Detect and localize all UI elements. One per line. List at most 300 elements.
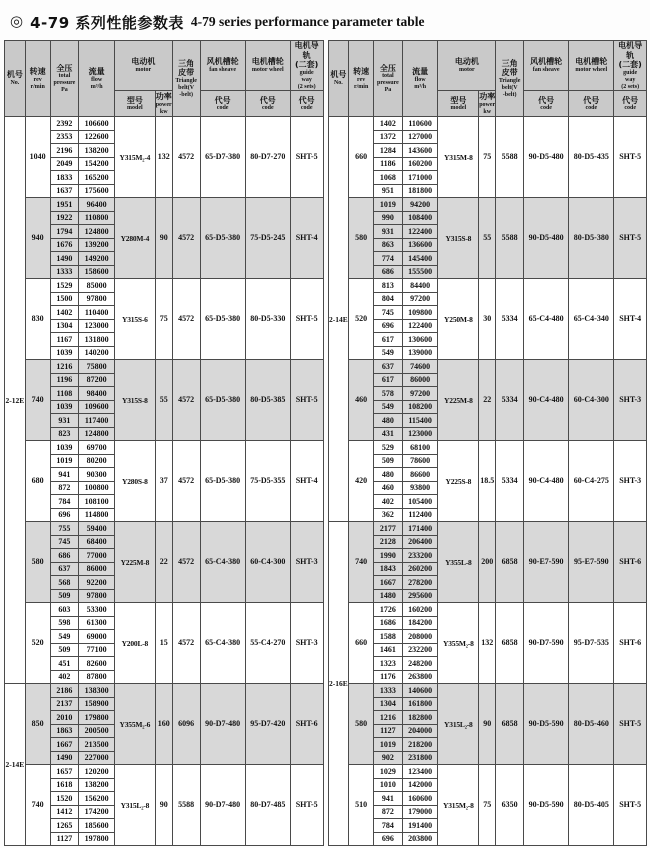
header-label-en: rev bbox=[33, 76, 42, 83]
flow-cell: 203800 bbox=[402, 832, 438, 846]
flow-cell: 130600 bbox=[402, 333, 438, 347]
model-cell: Y315M₂-8 bbox=[438, 765, 479, 846]
flow-cell: 122400 bbox=[402, 319, 438, 333]
pressure-cell: 1637 bbox=[50, 184, 79, 198]
fan-sheave-code-cell: 65-D5-380 bbox=[200, 198, 245, 279]
pressure-cell: 686 bbox=[374, 265, 403, 279]
rev-cell: 740 bbox=[349, 522, 374, 603]
flow-cell: 86000 bbox=[79, 562, 115, 576]
flow-cell: 94200 bbox=[402, 198, 438, 212]
flow-cell: 158900 bbox=[79, 697, 115, 711]
power-cell: 18.5 bbox=[479, 441, 496, 522]
model-cell: Y355M₂-8 bbox=[438, 603, 479, 684]
flow-cell: 200500 bbox=[79, 724, 115, 738]
flow-cell: 110400 bbox=[79, 306, 115, 320]
flow-cell: 156200 bbox=[79, 792, 115, 806]
header-label-en: code bbox=[540, 105, 552, 112]
model-cell: Y200L-8 bbox=[115, 603, 156, 684]
flow-cell: 149200 bbox=[79, 252, 115, 266]
pressure-cell: 1618 bbox=[50, 778, 79, 792]
header-label-zh: 机号 bbox=[330, 70, 347, 80]
flow-cell: 90300 bbox=[79, 468, 115, 482]
header-label-en: flow bbox=[91, 76, 103, 83]
guide-way-code-cell: SHT-3 bbox=[614, 360, 647, 441]
flow-cell: 109600 bbox=[79, 400, 115, 414]
belt-length-cell: 4572 bbox=[172, 117, 200, 198]
header-label-en: belt(V bbox=[501, 84, 518, 91]
header-label-en: flow bbox=[414, 76, 426, 83]
pressure-cell: 529 bbox=[374, 441, 403, 455]
col-motor bbox=[115, 41, 173, 91]
pressure-cell: 696 bbox=[50, 508, 79, 522]
flow-cell: 124800 bbox=[79, 225, 115, 239]
pressure-cell: 696 bbox=[374, 319, 403, 333]
col-power bbox=[155, 91, 172, 117]
col-code-fan bbox=[200, 91, 245, 117]
pressure-cell: 1216 bbox=[374, 711, 403, 725]
header-label-zh: 风机槽轮 bbox=[206, 57, 239, 67]
power-cell: 30 bbox=[479, 279, 496, 360]
pressure-cell: 1304 bbox=[50, 319, 79, 333]
header-label-en: No. bbox=[10, 80, 20, 87]
pressure-cell: 1304 bbox=[374, 697, 403, 711]
flow-cell: 182800 bbox=[402, 711, 438, 725]
col-pressure bbox=[374, 41, 403, 117]
pressure-cell: 1667 bbox=[50, 738, 79, 752]
pressure-cell: 745 bbox=[50, 535, 79, 549]
flow-cell: 68400 bbox=[79, 535, 115, 549]
col-motor bbox=[438, 41, 496, 91]
header-label-zh: (二套) bbox=[618, 60, 642, 70]
pressure-cell: 2177 bbox=[374, 522, 403, 536]
pressure-cell: 1412 bbox=[50, 805, 79, 819]
table-row bbox=[328, 198, 647, 212]
header-label-zh: 电机槽轮 bbox=[251, 57, 284, 67]
guide-way-code-cell: SHT-6 bbox=[614, 603, 647, 684]
flow-cell: 115400 bbox=[402, 414, 438, 428]
rev-cell: 660 bbox=[349, 603, 374, 684]
header-label-en: total bbox=[382, 73, 394, 80]
parameter-table-left bbox=[4, 40, 324, 846]
parameter-table-right bbox=[328, 40, 648, 846]
pressure-cell: 1490 bbox=[50, 252, 79, 266]
pressure-cell: 1019 bbox=[50, 454, 79, 468]
table-row bbox=[5, 360, 324, 374]
pressure-cell: 549 bbox=[50, 630, 79, 644]
table-row bbox=[328, 522, 647, 536]
belt-length-cell: 6350 bbox=[496, 765, 524, 846]
pressure-cell: 1676 bbox=[50, 238, 79, 252]
power-cell: 55 bbox=[155, 360, 172, 441]
pressure-cell: 431 bbox=[374, 427, 403, 441]
flow-cell: 231800 bbox=[402, 751, 438, 765]
header-label-en: Pa bbox=[384, 86, 392, 93]
pressure-cell: 1333 bbox=[374, 684, 403, 698]
belt-length-cell: 5588 bbox=[172, 765, 200, 846]
power-cell: 200 bbox=[479, 522, 496, 603]
col-motor-wheel bbox=[245, 41, 290, 91]
fan-sheave-code-cell: 90-D5-480 bbox=[524, 198, 569, 279]
flow-cell: 108400 bbox=[402, 211, 438, 225]
table-row bbox=[5, 765, 324, 779]
guide-way-code-cell: SHT-5 bbox=[614, 198, 647, 279]
header-label-zh: 型号 bbox=[126, 95, 143, 105]
flow-cell: 86000 bbox=[402, 373, 438, 387]
power-cell: 132 bbox=[479, 603, 496, 684]
table-row bbox=[5, 684, 324, 698]
pressure-cell: 460 bbox=[374, 481, 403, 495]
col-code-guide bbox=[614, 91, 647, 117]
table-row bbox=[5, 441, 324, 455]
header-label-zh: 皮带 bbox=[501, 68, 518, 78]
pressure-cell: 549 bbox=[374, 400, 403, 414]
pressure-cell: 402 bbox=[50, 670, 79, 684]
machine-no-cell: 2-14E bbox=[5, 684, 26, 846]
rev-cell: 740 bbox=[25, 765, 50, 846]
col-fan-sheave bbox=[524, 41, 569, 91]
motor-wheel-code-cell: 80-D5-435 bbox=[569, 117, 614, 198]
fan-sheave-code-cell: 90-D5-590 bbox=[524, 765, 569, 846]
pressure-cell: 1461 bbox=[374, 643, 403, 657]
fan-sheave-code-cell: 65-D5-380 bbox=[200, 360, 245, 441]
fan-sheave-code-cell: 90-C4-480 bbox=[524, 441, 569, 522]
model-cell: Y355M₂-6 bbox=[115, 684, 156, 765]
flow-cell: 84400 bbox=[402, 279, 438, 293]
table-row bbox=[328, 360, 647, 374]
rev-cell: 580 bbox=[349, 198, 374, 279]
power-cell: 15 bbox=[155, 603, 172, 684]
pressure-cell: 1657 bbox=[50, 765, 79, 779]
col-model bbox=[115, 91, 156, 117]
model-cell: Y315M₂-4 bbox=[115, 117, 156, 198]
pressure-cell: 784 bbox=[50, 495, 79, 509]
flow-cell: 77100 bbox=[79, 643, 115, 657]
pressure-cell: 1843 bbox=[374, 562, 403, 576]
pressure-cell: 813 bbox=[374, 279, 403, 293]
col-code-wheel bbox=[569, 91, 614, 117]
power-cell: 37 bbox=[155, 441, 172, 522]
power-cell: 22 bbox=[479, 360, 496, 441]
flow-cell: 295600 bbox=[402, 589, 438, 603]
belt-length-cell: 4572 bbox=[172, 522, 200, 603]
pressure-cell: 480 bbox=[374, 468, 403, 482]
flow-cell: 260200 bbox=[402, 562, 438, 576]
pressure-cell: 1019 bbox=[374, 738, 403, 752]
table-body bbox=[5, 117, 324, 846]
pressure-cell: 1127 bbox=[374, 724, 403, 738]
flow-cell: 158600 bbox=[79, 265, 115, 279]
flow-cell: 112400 bbox=[402, 508, 438, 522]
fan-sheave-code-cell: 65-D5-380 bbox=[200, 279, 245, 360]
flow-cell: 208000 bbox=[402, 630, 438, 644]
flow-cell: 232200 bbox=[402, 643, 438, 657]
rev-cell: 680 bbox=[25, 441, 50, 522]
fan-sheave-code-cell: 65-D7-380 bbox=[200, 117, 245, 198]
guide-way-code-cell: SHT-4 bbox=[290, 441, 323, 522]
fan-sheave-code-cell: 90-D7-590 bbox=[524, 603, 569, 684]
motor-wheel-code-cell: 80-D5-380 bbox=[569, 198, 614, 279]
table-header bbox=[5, 41, 324, 117]
pressure-cell: 745 bbox=[374, 306, 403, 320]
col-fan-sheave bbox=[200, 41, 245, 91]
flow-cell: 143600 bbox=[402, 144, 438, 158]
col-model bbox=[438, 91, 479, 117]
header-label-zh: 功率 bbox=[155, 92, 172, 102]
pressure-cell: 617 bbox=[374, 373, 403, 387]
power-cell: 132 bbox=[155, 117, 172, 198]
pressure-cell: 509 bbox=[50, 643, 79, 657]
header-row bbox=[5, 41, 324, 91]
pressure-cell: 637 bbox=[374, 360, 403, 374]
col-rev bbox=[25, 41, 50, 117]
power-cell: 55 bbox=[479, 198, 496, 279]
pressure-cell: 1196 bbox=[50, 373, 79, 387]
flow-cell: 122400 bbox=[402, 225, 438, 239]
flow-cell: 97200 bbox=[402, 292, 438, 306]
flow-cell: 77000 bbox=[79, 549, 115, 563]
flow-cell: 100800 bbox=[79, 481, 115, 495]
fan-sheave-code-cell: 65-C4-480 bbox=[524, 279, 569, 360]
guide-way-code-cell: SHT-5 bbox=[290, 765, 323, 846]
flow-cell: 161800 bbox=[402, 697, 438, 711]
header-label-en: total bbox=[58, 73, 71, 80]
table-header bbox=[328, 41, 647, 117]
table-row bbox=[5, 279, 324, 293]
fan-sheave-code-cell: 65-C4-380 bbox=[200, 522, 245, 603]
col-power bbox=[479, 91, 496, 117]
pressure-cell: 1402 bbox=[374, 117, 403, 131]
motor-wheel-code-cell: 80-D5-405 bbox=[569, 765, 614, 846]
flow-cell: 92200 bbox=[79, 576, 115, 590]
motor-wheel-code-cell: 60-C4-300 bbox=[569, 360, 614, 441]
flow-cell: 191400 bbox=[402, 819, 438, 833]
flow-cell: 97800 bbox=[79, 292, 115, 306]
header-label-zh: 功率 bbox=[479, 92, 496, 102]
header-label-zh: (二套) bbox=[295, 60, 319, 70]
pressure-cell: 1216 bbox=[50, 360, 79, 374]
header-label-en: r/min bbox=[353, 83, 369, 90]
pressure-cell: 1794 bbox=[50, 225, 79, 239]
header-label-zh: 机号 bbox=[6, 70, 23, 80]
header-label-en: way bbox=[625, 76, 636, 83]
belt-length-cell: 6858 bbox=[496, 684, 524, 765]
header-label-en: fan sheave bbox=[532, 67, 560, 74]
header-label-en: motor wheel bbox=[251, 67, 284, 74]
pressure-cell: 1588 bbox=[374, 630, 403, 644]
flow-cell: 160200 bbox=[402, 157, 438, 171]
flow-cell: 110800 bbox=[79, 211, 115, 225]
motor-wheel-code-cell: 60-C4-300 bbox=[245, 522, 290, 603]
flow-cell: 233200 bbox=[402, 549, 438, 563]
pressure-cell: 362 bbox=[374, 508, 403, 522]
flow-cell: 97200 bbox=[402, 387, 438, 401]
motor-wheel-code-cell: 75-D5-355 bbox=[245, 441, 290, 522]
pressure-cell: 637 bbox=[50, 562, 79, 576]
pressure-cell: 951 bbox=[374, 184, 403, 198]
header-label-en: belt(V bbox=[178, 84, 195, 91]
pressure-cell: 1265 bbox=[50, 819, 79, 833]
pressure-cell: 1323 bbox=[374, 657, 403, 671]
header-label-en: way bbox=[301, 76, 312, 83]
flow-cell: 82600 bbox=[79, 657, 115, 671]
pressure-cell: 774 bbox=[374, 252, 403, 266]
pressure-cell: 941 bbox=[374, 792, 403, 806]
flow-cell: 78600 bbox=[402, 454, 438, 468]
flow-cell: 127000 bbox=[402, 130, 438, 144]
flow-cell: 140600 bbox=[402, 684, 438, 698]
flow-cell: 122600 bbox=[79, 130, 115, 144]
flow-cell: 139000 bbox=[402, 346, 438, 360]
pressure-cell: 1167 bbox=[50, 333, 79, 347]
flow-cell: 106600 bbox=[79, 117, 115, 131]
header-label-zh: 转速 bbox=[353, 67, 370, 77]
header-label-en: code bbox=[585, 105, 598, 112]
pressure-cell: 1726 bbox=[374, 603, 403, 617]
motor-wheel-code-cell: 55-C4-270 bbox=[245, 603, 290, 684]
motor-wheel-code-cell: 80-D5-330 bbox=[245, 279, 290, 360]
power-cell: 75 bbox=[479, 117, 496, 198]
table-row bbox=[5, 117, 324, 131]
col-pressure bbox=[50, 41, 79, 117]
header-label-en: power bbox=[155, 101, 172, 108]
flow-cell: 218200 bbox=[402, 738, 438, 752]
pressure-cell: 598 bbox=[50, 616, 79, 630]
header-label-en: m³/h bbox=[90, 83, 103, 90]
pressure-cell: 509 bbox=[50, 589, 79, 603]
pressure-cell: 1029 bbox=[374, 765, 403, 779]
header-label-zh: 型号 bbox=[450, 95, 467, 105]
belt-length-cell: 4572 bbox=[172, 279, 200, 360]
page-title bbox=[0, 0, 650, 35]
pressure-cell: 804 bbox=[374, 292, 403, 306]
header-label-zh: 三角 bbox=[178, 58, 195, 68]
header-label-en: model bbox=[127, 105, 143, 112]
header-label-en: kw bbox=[159, 108, 168, 115]
pressure-cell: 1284 bbox=[374, 144, 403, 158]
model-cell: Y225M-8 bbox=[438, 360, 479, 441]
motor-wheel-code-cell: 65-C4-340 bbox=[569, 279, 614, 360]
guide-way-code-cell: SHT-3 bbox=[614, 441, 647, 522]
pressure-cell: 872 bbox=[50, 481, 79, 495]
flow-cell: 69700 bbox=[79, 441, 115, 455]
pressure-cell: 1108 bbox=[50, 387, 79, 401]
header-label-zh: 流量 bbox=[88, 67, 105, 77]
belt-length-cell: 4572 bbox=[172, 603, 200, 684]
belt-length-cell: 5334 bbox=[496, 441, 524, 522]
rev-cell: 420 bbox=[349, 441, 374, 522]
pressure-cell: 2128 bbox=[374, 535, 403, 549]
power-cell: 75 bbox=[155, 279, 172, 360]
flow-cell: 87200 bbox=[79, 373, 115, 387]
header-label-en: code bbox=[624, 105, 637, 112]
pressure-cell: 1520 bbox=[50, 792, 79, 806]
model-cell: Y280M-4 bbox=[115, 198, 156, 279]
flow-cell: 185600 bbox=[79, 819, 115, 833]
pressure-cell: 603 bbox=[50, 603, 79, 617]
flow-cell: 213500 bbox=[79, 738, 115, 752]
flow-cell: 179000 bbox=[402, 805, 438, 819]
flow-cell: 114800 bbox=[79, 508, 115, 522]
col-code-wheel bbox=[245, 91, 290, 117]
rev-cell: 580 bbox=[25, 522, 50, 603]
flow-cell: 175600 bbox=[79, 184, 115, 198]
pressure-cell: 1990 bbox=[374, 549, 403, 563]
flow-cell: 68100 bbox=[402, 441, 438, 455]
flow-cell: 74600 bbox=[402, 360, 438, 374]
machine-no-cell: 2-12E bbox=[5, 117, 26, 684]
col-flow bbox=[402, 41, 438, 117]
pressure-cell: 1068 bbox=[374, 171, 403, 185]
motor-wheel-code-cell: 80-D5-460 bbox=[569, 684, 614, 765]
flow-cell: 145400 bbox=[402, 252, 438, 266]
model-cell: Y315M-8 bbox=[438, 117, 479, 198]
tables-container bbox=[0, 35, 650, 846]
rev-cell: 520 bbox=[25, 603, 50, 684]
pressure-cell: 1372 bbox=[374, 130, 403, 144]
pressure-cell: 2186 bbox=[50, 684, 79, 698]
pressure-cell: 823 bbox=[50, 427, 79, 441]
motor-wheel-code-cell: 75-D5-245 bbox=[245, 198, 290, 279]
model-cell: Y280S-8 bbox=[115, 441, 156, 522]
pressure-cell: 1922 bbox=[50, 211, 79, 225]
flow-cell: 171400 bbox=[402, 522, 438, 536]
power-cell: 75 bbox=[479, 765, 496, 846]
table-row bbox=[328, 441, 647, 455]
flow-cell: 227000 bbox=[79, 751, 115, 765]
pressure-cell: 1863 bbox=[50, 724, 79, 738]
header-label-zh: 转速 bbox=[29, 67, 46, 77]
header-label-en: motor bbox=[459, 67, 475, 74]
header-label-zh: 电动机 bbox=[131, 57, 156, 67]
flow-cell: 179800 bbox=[79, 711, 115, 725]
pressure-cell: 1039 bbox=[50, 441, 79, 455]
pressure-cell: 1480 bbox=[374, 589, 403, 603]
title-zh: 4-79 系列性能参数表 bbox=[30, 13, 184, 32]
col-code-guide bbox=[290, 91, 323, 117]
table-row bbox=[328, 117, 647, 131]
pressure-cell: 2392 bbox=[50, 117, 79, 131]
belt-length-cell: 4572 bbox=[172, 198, 200, 279]
header-label-en: guide bbox=[623, 69, 638, 76]
header-label-en: kw bbox=[483, 108, 492, 115]
header-label-zh: 全压 bbox=[379, 63, 396, 73]
flow-cell: 155500 bbox=[402, 265, 438, 279]
table-body bbox=[328, 117, 647, 846]
belt-length-cell: 5334 bbox=[496, 360, 524, 441]
header-label-zh: 风机槽轮 bbox=[530, 57, 563, 67]
motor-wheel-code-cell: 95-D7-535 bbox=[569, 603, 614, 684]
power-cell: 160 bbox=[155, 684, 172, 765]
flow-cell: 93800 bbox=[402, 481, 438, 495]
pressure-cell: 1333 bbox=[50, 265, 79, 279]
pressure-cell: 686 bbox=[50, 549, 79, 563]
flow-cell: 136600 bbox=[402, 238, 438, 252]
rev-cell: 520 bbox=[349, 279, 374, 360]
flow-cell: 138200 bbox=[79, 778, 115, 792]
pressure-cell: 902 bbox=[374, 751, 403, 765]
pressure-cell: 1529 bbox=[50, 279, 79, 293]
col-belt bbox=[172, 41, 200, 117]
header-label-zh: 电机槽轮 bbox=[575, 57, 608, 67]
pressure-cell: 931 bbox=[374, 225, 403, 239]
belt-length-cell: 5334 bbox=[496, 279, 524, 360]
fan-sheave-code-cell: 90-C4-480 bbox=[524, 360, 569, 441]
header-label-zh: 代号 bbox=[538, 95, 555, 105]
header-label-en: pressure bbox=[53, 80, 76, 87]
flow-cell: 117400 bbox=[79, 414, 115, 428]
header-label-en: guide bbox=[299, 69, 314, 76]
pressure-cell: 941 bbox=[50, 468, 79, 482]
